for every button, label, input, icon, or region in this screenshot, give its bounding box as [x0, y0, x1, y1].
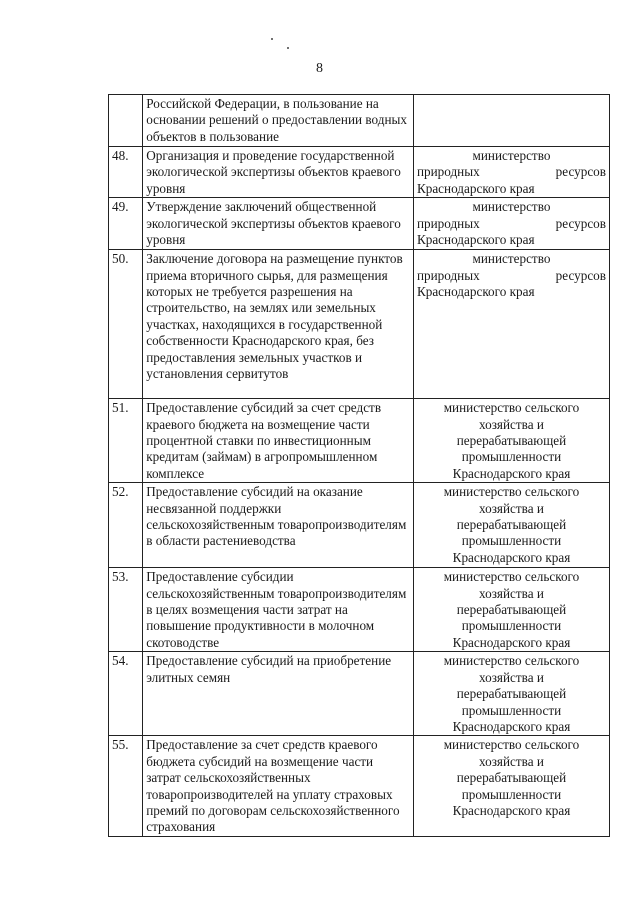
agency-word: природных	[416, 164, 480, 180]
agency-line: хозяйства и	[479, 416, 544, 432]
agency-line	[417, 164, 606, 180]
table-row	[109, 147, 610, 198]
agency-line: перерабатывающей	[456, 433, 567, 449]
row-number: 49.	[109, 198, 143, 250]
agency-line: промышленности	[461, 533, 562, 549]
row-agency	[413, 483, 609, 568]
table-row	[109, 736, 610, 836]
agency-line: Краснодарского края	[452, 634, 571, 650]
agency-line	[417, 216, 606, 232]
registry-table	[108, 94, 610, 837]
agency-line: министерство сельского	[443, 569, 580, 585]
agency-word: ресурсов	[555, 267, 606, 283]
agency-line: промышленности	[461, 618, 562, 634]
row-number: 52.	[109, 483, 143, 568]
agency-line: Краснодарского края	[416, 232, 535, 248]
row-number	[109, 95, 143, 147]
row-number: 54.	[109, 652, 143, 736]
agency-word: природных	[416, 267, 480, 283]
scan-speck	[287, 47, 289, 49]
agency-line	[417, 268, 606, 284]
table-row	[109, 568, 610, 652]
row-description: Заключение договора на размещение пунктов приема вторичного сырья, для размещения которых не требуется разрешения на строительство, на землях или земельных участках, находящихся в государственной собственности Краснодарского края, без предоставления земельных участков и установления сервитутов	[143, 250, 414, 399]
table-row	[109, 198, 610, 250]
row-agency	[413, 95, 609, 147]
row-agency	[413, 736, 609, 836]
row-agency	[413, 652, 609, 736]
row-description: Утверждение заключений общественной экологической экспертизы объектов краевого уровня	[143, 198, 414, 250]
table-row	[109, 95, 610, 147]
row-description: Предоставление субсидии сельскохозяйственным товаропроизводителям в целях возмещения части затрат на повышение продуктивности в молочном скотоводстве	[143, 568, 414, 652]
row-description: Организация и проведение государственной экологической экспертизы объектов краевого уровня	[143, 147, 414, 198]
agency-line: Краснодарского края	[452, 465, 571, 481]
agency-line: промышленности	[461, 786, 562, 802]
page-number: 8	[316, 61, 323, 76]
row-number: 50.	[109, 250, 143, 399]
agency-line: Краснодарского края	[452, 802, 571, 818]
agency-line: промышленности	[461, 702, 562, 718]
agency-line: министерство	[472, 199, 551, 215]
row-number: 51.	[109, 399, 143, 483]
table-row	[109, 652, 610, 736]
agency-line: перерабатывающей	[456, 517, 567, 533]
agency-line: Краснодарского края	[452, 718, 571, 734]
row-description: Предоставление субсидий на приобретение элитных семян	[143, 652, 414, 736]
scan-speck	[271, 38, 273, 40]
row-agency	[413, 399, 609, 483]
agency-line: министерство сельского	[443, 653, 580, 669]
row-agency	[413, 198, 609, 250]
row-description: Предоставление субсидий на оказание несвязанной поддержки сельскохозяйственным товаропроизводителям в области растениеводства	[143, 483, 414, 568]
agency-line: перерабатывающей	[456, 770, 567, 786]
agency-line: промышленности	[461, 449, 562, 465]
agency-word: ресурсов	[555, 164, 606, 180]
agency-line: хозяйства и	[479, 669, 544, 685]
agency-word: ресурсов	[555, 215, 606, 231]
agency-line: министерство сельского	[443, 400, 580, 416]
row-number: 48.	[109, 147, 143, 198]
agency-line: перерабатывающей	[456, 602, 567, 618]
table-row	[109, 483, 610, 568]
row-agency	[413, 147, 609, 198]
row-number: 53.	[109, 568, 143, 652]
agency-line: Краснодарского края	[416, 284, 535, 300]
agency-line: министерство сельского	[443, 484, 580, 500]
row-agency	[413, 568, 609, 652]
row-description: Предоставление за счет средств краевого бюджета субсидий на возмещение части затрат сельскохозяйственных товаропроизводителей на уплату страховых премий по договорам сельскохозяйственного страхования	[143, 736, 414, 836]
agency-line: министерство сельского	[443, 737, 580, 753]
row-description: Российской Федерации, в пользование на основании решений о предоставлении водных объектов в пользование	[143, 95, 414, 147]
agency-line: министерство	[472, 148, 551, 163]
agency-line: хозяйства и	[479, 500, 544, 516]
agency-line: министерство	[472, 251, 551, 267]
agency-word: природных	[416, 215, 480, 231]
row-number: 55.	[109, 736, 143, 836]
agency-line: Краснодарского края	[416, 180, 535, 196]
row-description: Предоставление субсидий за счет средств краевого бюджета на возмещение части процентной ставки по инвестиционным кредитам (займам) в агропромышленном комплексе	[143, 399, 414, 483]
agency-line: хозяйства и	[479, 585, 544, 601]
agency-line: хозяйства и	[479, 753, 544, 769]
row-agency	[413, 250, 609, 399]
agency-line: перерабатывающей	[456, 686, 567, 702]
table-row	[109, 399, 610, 483]
table-row	[109, 250, 610, 399]
agency-line: Краснодарского края	[452, 549, 571, 565]
